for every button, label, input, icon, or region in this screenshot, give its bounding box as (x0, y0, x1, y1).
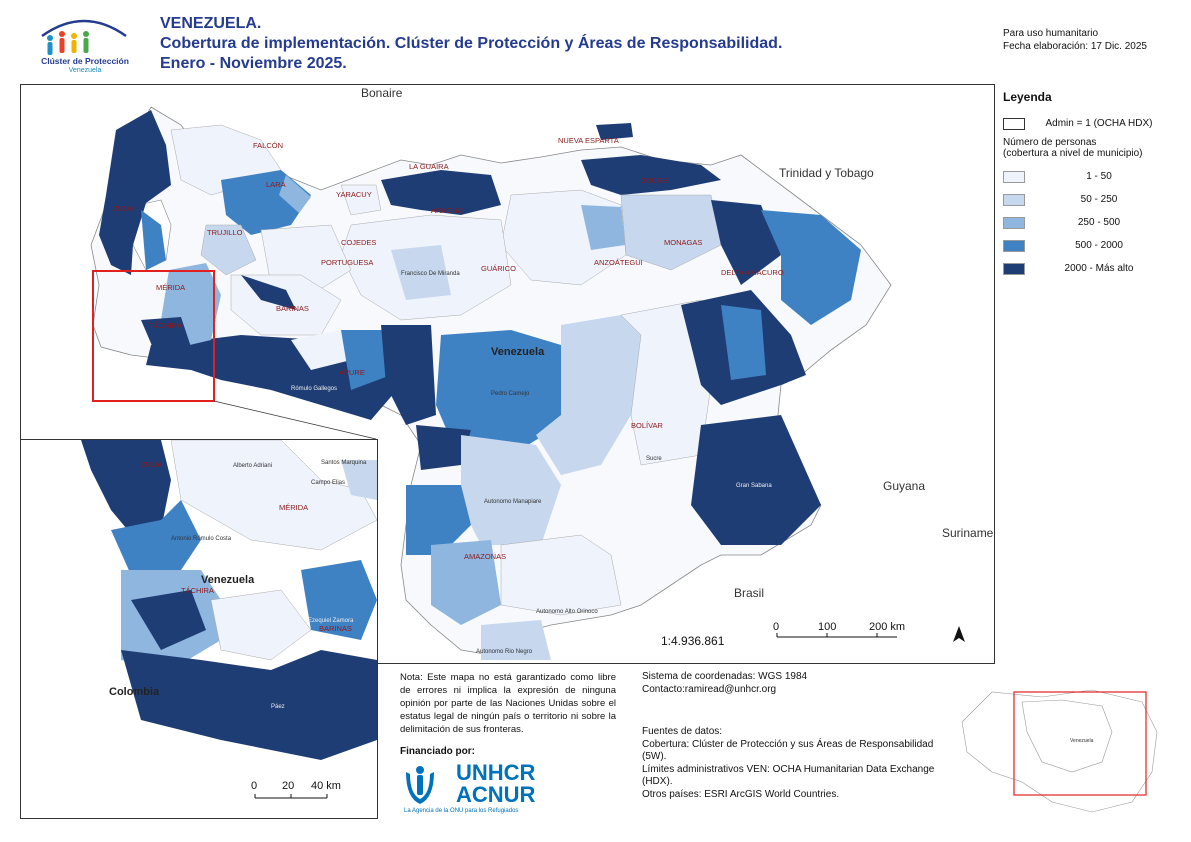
inset-state-zulia: ZULIA (141, 460, 163, 469)
state-aragua: ARAGUA (431, 206, 463, 215)
source-line-4: (HDX). (642, 776, 673, 787)
legend-class-label: 50 - 250 (1080, 194, 1118, 205)
state-nueva-esparta: NUEVA ESPARTA (558, 136, 619, 145)
muni-romulo-gallegos: Rómulo Gallegos (291, 386, 338, 392)
locator-minimap-canvas (952, 672, 1164, 818)
funded-by-label: Financiado por: (400, 746, 475, 757)
logo-name: Clúster de Protección (41, 56, 129, 66)
inset-scale-tick-20: 20 (282, 780, 295, 792)
inset-state-merida: MÉRIDA (279, 503, 309, 512)
source-line-5: Otros países: ESRI ArcGIS World Countries. (642, 788, 840, 800)
legend-class-swatch (1003, 240, 1025, 252)
state-anzoategui: ANZOÁTEGUI (594, 258, 643, 267)
apure-east-dark (381, 325, 436, 425)
state-sucre: SUCRE (641, 176, 668, 185)
legend-title: Leyenda (1003, 90, 1052, 104)
muni-rio-negro: Autonomo Rio Negro (476, 649, 533, 655)
state-lara: LARA (266, 180, 286, 189)
legend-class-swatch (1003, 171, 1025, 183)
state-bolivar: BOLÍVAR (631, 421, 663, 430)
legend-admin-label: Admin = 1 (OCHA HDX) (1045, 118, 1153, 129)
scale-bar (773, 621, 905, 637)
legend-class-label: 500 - 2000 (1075, 240, 1123, 251)
state-zulia: ZULIA (113, 204, 135, 213)
minimap-label: Venezuela (1070, 738, 1094, 744)
inset-map-canvas (21, 440, 377, 818)
map-legend (1003, 90, 1173, 280)
acnur-wordmark: ACNUR (456, 782, 536, 807)
inset-muni-alberto-adriani: Alberto Adriani (233, 463, 273, 469)
unhcr-logo (398, 760, 558, 816)
legend-class-label: 2000 - Más alto (1064, 263, 1134, 274)
legend-class-row (1003, 211, 1173, 234)
unhcr-wordmark: UNHCR (456, 760, 536, 785)
scale-tick-0: 0 (773, 621, 780, 633)
sources-title: Fuentes de datos: (642, 726, 723, 737)
legend-people-subtitle: (cobertura a nivel de municipio) (1003, 148, 1143, 159)
inset-state-tachira: TÁCHIRA (181, 586, 214, 595)
state-yaracuy: YARACUY (336, 190, 372, 199)
state-amazonas: AMAZONAS (464, 552, 507, 561)
logo-subtitle: Venezuela (68, 67, 102, 74)
map-title (160, 14, 782, 74)
data-sources (642, 671, 934, 801)
state-apure: APURE (339, 368, 365, 377)
map-meta (1003, 27, 1147, 53)
source-line-3: Límites administrativos VEN: OCHA Humanitarian Data Exchange (642, 763, 935, 775)
title-line-1: VENEZUELA. (160, 15, 262, 32)
title-line-3: Enero - Noviembre 2025. (160, 55, 347, 72)
scale-ratio: 1:4.936.861 (661, 634, 725, 648)
scale-tick-200: 200 km (869, 621, 906, 633)
label-venezuela: Venezuela (491, 346, 545, 358)
inset-scale-tick-0: 0 (251, 780, 258, 792)
legend-class-row (1003, 257, 1173, 280)
legend-admin-row (1003, 112, 1173, 135)
muni-sucre: Sucre (646, 456, 662, 462)
scale-tick-100: 100 (818, 621, 837, 633)
contact: Contacto:ramiread@unhcr.org (642, 683, 777, 695)
label-guyana: Guyana (883, 479, 926, 493)
state-delta-amacuro: DELTA AMACURO (721, 268, 784, 277)
inset-scale-tick-40: 40 km (311, 780, 341, 792)
inset-state-barinas: BARINAS (319, 624, 352, 633)
legend-class-row (1003, 165, 1173, 188)
state-cojedes: COJEDES (341, 238, 377, 247)
state-falcon: FALCÓN (253, 141, 284, 150)
source-line-1: Cobertura: Clúster de Protección y sus Áreas de Responsabilidad (642, 738, 934, 750)
inset-label-venezuela: Venezuela (201, 574, 255, 586)
muni-pedro-camejo: Pedro Camejo (491, 391, 530, 397)
legend-class-row (1003, 188, 1173, 211)
muni-francisco-de-miranda: Francisco De Miranda (401, 271, 460, 277)
inset-muni-antonio-romulo-costa: Antonio Rómulo Costa (171, 536, 232, 542)
locator-minimap (952, 672, 1164, 818)
label-brasil: Brasil (734, 586, 765, 600)
legend-class-swatch (1003, 217, 1025, 229)
legend-class-label: 250 - 500 (1077, 217, 1121, 228)
inset-muni-ezequiel-zamora: Ezequiel Zamora (308, 618, 354, 624)
state-monagas: MONAGAS (664, 238, 703, 247)
legend-people-title: Número de personas (1003, 137, 1097, 148)
state-merida: MÉRIDA (156, 283, 186, 292)
inset-label-colombia: Colombia (109, 686, 160, 698)
label-trinidad-y-tobago: Trinidad y Tobago (779, 166, 874, 180)
cluster-logo-icon (24, 12, 144, 62)
north-arrow-icon (953, 626, 965, 642)
legend-admin-swatch (1003, 118, 1025, 130)
state-guarico: GUÁRICO (481, 264, 517, 273)
state-portuguesa: PORTUGUESA (321, 258, 374, 267)
muni-gran-sabana: Gran Sabana (736, 483, 772, 489)
humanitarian-use-label: Para uso humanitario (1003, 28, 1099, 39)
inset-map (20, 439, 378, 819)
muni-alto-orinoco: Autonomo Alto Orinoco (536, 609, 598, 615)
unhcr-tagline: La Agencia de la ONU para los Refugiados (404, 808, 519, 814)
source-line-2: (5W). (642, 751, 667, 762)
state-tachira: TÁCHIRA (149, 321, 182, 330)
legend-class-label: 1 - 50 (1086, 171, 1112, 182)
inset-muni-campo-elias: Campo Elias (311, 480, 346, 486)
label-suriname: Suriname (942, 526, 994, 540)
muni-manapiare: Autonomo Manapiare (484, 499, 542, 505)
inset-muni-paez: Páez (271, 704, 285, 710)
legend-class-swatch (1003, 194, 1025, 206)
title-line-2: Cobertura de implementación. Clúster de Protección y Áreas de Responsabilidad. (160, 35, 783, 52)
legend-class-swatch (1003, 263, 1025, 275)
coord-system: Sistema de coordenadas: WGS 1984 (642, 671, 808, 682)
elaboration-date: Fecha elaboración: 17 Dic. 2025 (1003, 41, 1147, 52)
state-la-guaira: LA GUAIRA (409, 162, 449, 171)
inset-muni-santos-marquina: Santos Marquina (321, 460, 367, 466)
disclaimer-note: Nota: Este mapa no está garantizado como libre de errores ni implica la expresión de ninguna opinión por parte de las Naciones Unidas sobre el estatus legal de ningún país o territorio ni sobre la delimitación de sus fronteras. (400, 672, 616, 735)
legend-classes (1003, 165, 1173, 280)
state-trujillo: TRUJILLO (207, 228, 243, 237)
label-bonaire: Bonaire (361, 86, 403, 100)
state-barinas: BARINAS (276, 304, 309, 313)
legend-class-row (1003, 234, 1173, 257)
